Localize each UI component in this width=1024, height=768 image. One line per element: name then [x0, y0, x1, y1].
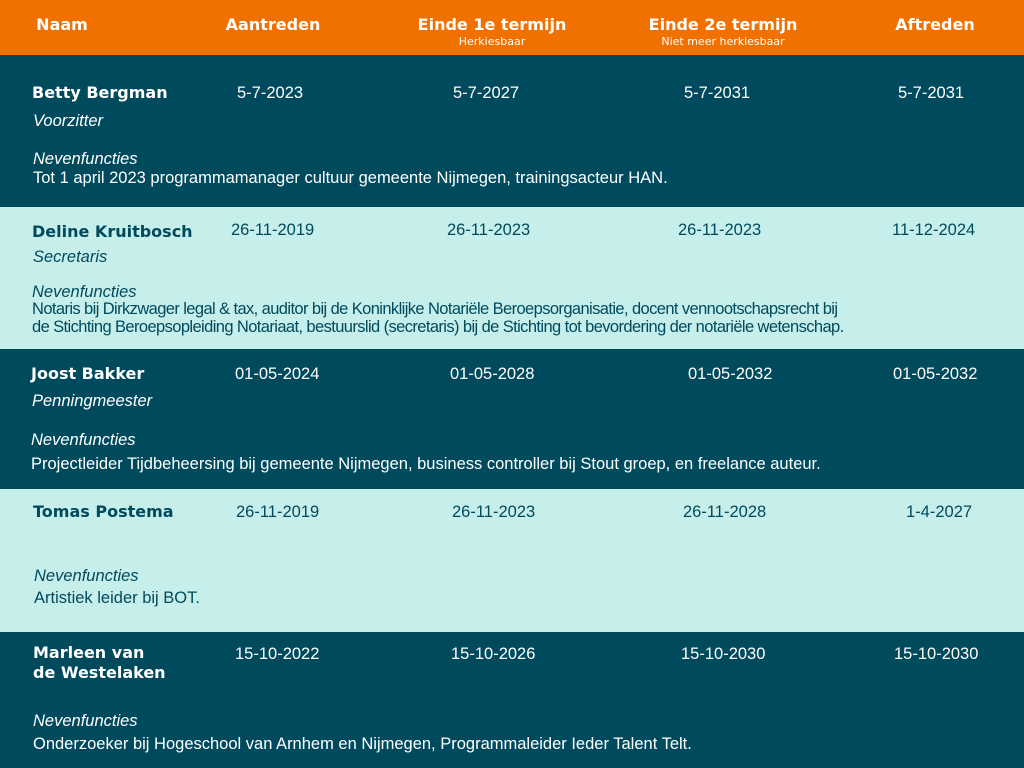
- member-name: Betty Bergman: [32, 83, 168, 102]
- cell-einde-1e-termijn: 15-10-2026: [451, 645, 536, 663]
- cell-aftreden: 5-7-2031: [898, 84, 965, 102]
- table-row-joost-bakker: [0, 349, 1024, 489]
- cell-aftreden: 1-4-2027: [906, 503, 973, 521]
- cell-aftreden: 15-10-2030: [894, 645, 979, 663]
- cell-aantreden: 26-11-2019: [236, 503, 320, 521]
- table-row-marleen-van-de-westelaken: [0, 632, 1024, 768]
- member-name: Joost Bakker: [31, 364, 145, 383]
- member-name: Deline Kruitbosch: [32, 222, 193, 241]
- header-naam: [20, 15, 104, 35]
- header-einde1-sublabel: Herkiesbaar: [458, 35, 526, 48]
- nevenfuncties-text: Onderzoeker bij Hogeschool van Arnhem en Nijmegen, Programmaleider Ieder Talent Telt.: [33, 735, 692, 753]
- header-einde2-sublabel: Niet meer herkiesbaar: [661, 35, 785, 48]
- cell-einde-1e-termijn: 26-11-2023: [447, 221, 531, 239]
- member-role: Secretaris: [33, 248, 108, 266]
- header-einde-2e-termijn: [640, 15, 806, 48]
- cell-aftreden: 01-05-2032: [893, 365, 978, 383]
- header-aantreden-label: Aantreden: [225, 15, 321, 34]
- cell-aftreden: 11-12-2024: [892, 221, 976, 239]
- cell-einde-1e-termijn: 26-11-2023: [452, 503, 536, 521]
- nevenfuncties-text: Projectleider Tijdbeheersing bij gemeente Nijmegen, business controller bij Stout groep, en freelance auteur.: [31, 455, 821, 473]
- header-einde2-label: Einde 2e termijn: [648, 15, 798, 34]
- member-name: Tomas Postema: [33, 502, 174, 521]
- member-role: Penningmeester: [32, 392, 153, 410]
- table-row-tomas-postema: [0, 489, 1024, 632]
- cell-aantreden: 01-05-2024: [235, 365, 320, 383]
- cell-aantreden: 15-10-2022: [235, 645, 320, 663]
- cell-einde-2e-termijn: 15-10-2030: [681, 645, 766, 663]
- nevenfuncties-text: Artistiek leider bij BOT.: [34, 589, 200, 607]
- nevenfuncties-heading: Nevenfuncties: [32, 283, 137, 301]
- header-naam-label: Naam: [36, 15, 88, 34]
- cell-einde-1e-termijn: 01-05-2028: [450, 365, 535, 383]
- cell-einde-2e-termijn: 26-11-2028: [683, 503, 767, 521]
- header-einde1-label: Einde 1e termijn: [417, 15, 567, 34]
- cell-aantreden: 5-7-2023: [237, 84, 304, 102]
- header-aantreden: [213, 15, 333, 35]
- table-row-betty-bergman: [0, 55, 1024, 207]
- table-header: [0, 0, 1024, 55]
- cell-einde-2e-termijn: 26-11-2023: [678, 221, 762, 239]
- cell-einde-2e-termijn: 5-7-2031: [684, 84, 751, 102]
- nevenfuncties-text-line-2: de Stichting Beroepsopleiding Notariaat, bestuurslid (secretaris) bij de Stichting tot bevordering der notariële wetenschap.: [32, 318, 844, 336]
- header-aftreden: [885, 15, 985, 35]
- nevenfuncties-heading: Nevenfuncties: [34, 567, 139, 585]
- header-einde-1e-termijn: [410, 15, 574, 48]
- cell-aantreden: 26-11-2019: [231, 221, 315, 239]
- nevenfuncties-text-line-1: Notaris bij Dirkzwager legal & tax, auditor bij de Koninklijke Notariële Beroepsorganisatie, docent vennootschapsrecht bij: [32, 300, 838, 318]
- table-row-deline-kruitbosch: [0, 207, 1024, 349]
- header-aftreden-label: Aftreden: [895, 15, 975, 34]
- cell-einde-2e-termijn: 01-05-2032: [688, 365, 773, 383]
- nevenfuncties-heading: Nevenfuncties: [31, 431, 136, 449]
- nevenfuncties-text: Tot 1 april 2023 programmamanager cultuur gemeente Nijmegen, trainingsacteur HAN.: [33, 169, 668, 187]
- member-name-line-2: de Westelaken: [33, 663, 166, 682]
- member-role: Voorzitter: [33, 112, 103, 130]
- member-name-line-1: Marleen van: [33, 643, 145, 662]
- cell-einde-1e-termijn: 5-7-2027: [453, 84, 520, 102]
- nevenfuncties-heading: Nevenfuncties: [33, 150, 138, 168]
- nevenfuncties-heading: Nevenfuncties: [33, 712, 138, 730]
